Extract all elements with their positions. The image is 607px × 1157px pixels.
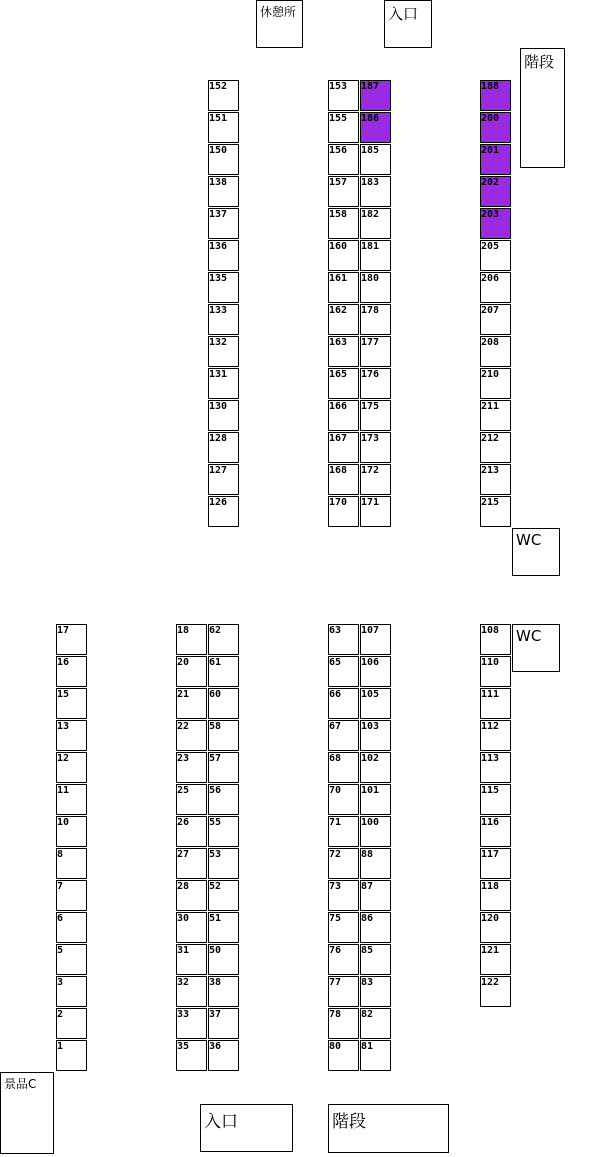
entrance-bottom bbox=[200, 1104, 293, 1152]
booth-number: 132 bbox=[209, 337, 228, 348]
entrance-bottom-label: 入口 bbox=[204, 1112, 238, 1132]
booth-number: 11 bbox=[57, 785, 70, 796]
booth[interactable] bbox=[328, 144, 359, 175]
booth[interactable] bbox=[208, 112, 239, 143]
booth[interactable] bbox=[56, 1040, 87, 1071]
booth-number: 36 bbox=[209, 1041, 222, 1052]
booth[interactable] bbox=[208, 240, 239, 271]
booth[interactable] bbox=[480, 336, 511, 367]
booth-number: 23 bbox=[177, 753, 190, 764]
booth[interactable] bbox=[208, 144, 239, 175]
booth-number: 116 bbox=[481, 817, 500, 828]
booth[interactable] bbox=[208, 624, 239, 655]
booth[interactable] bbox=[208, 304, 239, 335]
booth[interactable] bbox=[328, 912, 359, 943]
wc-upper bbox=[512, 528, 560, 576]
booth-number: 38 bbox=[209, 977, 222, 988]
booth[interactable] bbox=[176, 880, 207, 911]
booth[interactable] bbox=[360, 144, 391, 175]
booth[interactable] bbox=[56, 752, 87, 783]
booth[interactable] bbox=[208, 208, 239, 239]
booth[interactable] bbox=[360, 368, 391, 399]
booth[interactable] bbox=[208, 336, 239, 367]
booth-number: 57 bbox=[209, 753, 222, 764]
booth[interactable] bbox=[328, 432, 359, 463]
booth[interactable] bbox=[328, 336, 359, 367]
booth-number: 106 bbox=[361, 657, 380, 668]
booth-number: 56 bbox=[209, 785, 222, 796]
booth[interactable] bbox=[328, 112, 359, 143]
wc-upper-label: WC bbox=[516, 531, 542, 549]
booth[interactable] bbox=[328, 784, 359, 815]
booth[interactable] bbox=[480, 112, 511, 143]
rest-area-label: 休憩所 bbox=[260, 5, 297, 19]
booth[interactable] bbox=[360, 656, 391, 687]
booth[interactable] bbox=[360, 720, 391, 751]
wc-lower bbox=[512, 624, 560, 672]
prize-counter bbox=[0, 1072, 54, 1154]
wc-lower-label: WC bbox=[516, 627, 542, 645]
booth-number: 80 bbox=[329, 1041, 342, 1052]
booth-number: 51 bbox=[209, 913, 222, 924]
booth-number: 110 bbox=[481, 657, 500, 668]
booth[interactable] bbox=[360, 240, 391, 271]
booth-number: 31 bbox=[177, 945, 190, 956]
booth[interactable] bbox=[208, 784, 239, 815]
booth[interactable] bbox=[328, 624, 359, 655]
booth[interactable] bbox=[480, 944, 511, 975]
booth-number: 215 bbox=[481, 497, 500, 508]
booth-number: 63 bbox=[329, 625, 342, 636]
booth-number: 170 bbox=[329, 497, 348, 508]
booth-number: 117 bbox=[481, 849, 500, 860]
booth-number: 171 bbox=[361, 497, 380, 508]
booth-number: 167 bbox=[329, 433, 348, 444]
booth-number: 102 bbox=[361, 753, 380, 764]
booth-number: 100 bbox=[361, 817, 380, 828]
booth-number: 33 bbox=[177, 1009, 190, 1020]
booth-number: 103 bbox=[361, 721, 380, 732]
booth[interactable] bbox=[208, 272, 239, 303]
booth-number: 6 bbox=[57, 913, 64, 924]
booth-number: 25 bbox=[177, 785, 190, 796]
booth-number: 65 bbox=[329, 657, 342, 668]
booth[interactable] bbox=[328, 976, 359, 1007]
booth[interactable] bbox=[328, 944, 359, 975]
booth-number: 160 bbox=[329, 241, 348, 252]
booth[interactable] bbox=[208, 944, 239, 975]
booth[interactable] bbox=[208, 880, 239, 911]
booth[interactable] bbox=[360, 944, 391, 975]
booth-number: 172 bbox=[361, 465, 380, 476]
booth[interactable] bbox=[360, 816, 391, 847]
booth-number: 86 bbox=[361, 913, 374, 924]
booth[interactable] bbox=[328, 208, 359, 239]
booth[interactable] bbox=[176, 624, 207, 655]
booth-number: 28 bbox=[177, 881, 190, 892]
booth-number: 153 bbox=[329, 81, 348, 92]
booth[interactable] bbox=[176, 1008, 207, 1039]
booth-number: 37 bbox=[209, 1009, 222, 1020]
booth[interactable] bbox=[176, 688, 207, 719]
booth-number: 111 bbox=[481, 689, 500, 700]
booth[interactable] bbox=[328, 1008, 359, 1039]
booth[interactable] bbox=[328, 496, 359, 527]
booth-number: 118 bbox=[481, 881, 500, 892]
booth[interactable] bbox=[328, 688, 359, 719]
booth-number: 82 bbox=[361, 1009, 374, 1020]
booth[interactable] bbox=[480, 720, 511, 751]
booth-number: 128 bbox=[209, 433, 228, 444]
booth-number: 7 bbox=[57, 881, 64, 892]
booth[interactable] bbox=[480, 912, 511, 943]
booth[interactable] bbox=[328, 656, 359, 687]
booth-number: 66 bbox=[329, 689, 342, 700]
booth[interactable] bbox=[176, 720, 207, 751]
booth-number: 161 bbox=[329, 273, 348, 284]
booth-number: 188 bbox=[481, 81, 500, 92]
booth[interactable] bbox=[328, 816, 359, 847]
booth-number: 163 bbox=[329, 337, 348, 348]
booth[interactable] bbox=[360, 880, 391, 911]
booth[interactable] bbox=[480, 240, 511, 271]
booth[interactable] bbox=[176, 912, 207, 943]
booth-number: 52 bbox=[209, 881, 222, 892]
rest-area bbox=[256, 0, 303, 48]
booth[interactable] bbox=[360, 336, 391, 367]
booth[interactable] bbox=[176, 752, 207, 783]
booth-number: 152 bbox=[209, 81, 228, 92]
booth-number: 3 bbox=[57, 977, 64, 988]
booth[interactable] bbox=[480, 624, 511, 655]
booth[interactable] bbox=[56, 848, 87, 879]
booth[interactable] bbox=[480, 304, 511, 335]
booth-number: 168 bbox=[329, 465, 348, 476]
booth-number: 115 bbox=[481, 785, 500, 796]
booth[interactable] bbox=[56, 624, 87, 655]
booth-number: 27 bbox=[177, 849, 190, 860]
booth-number: 210 bbox=[481, 369, 500, 380]
booth[interactable] bbox=[56, 656, 87, 687]
booth-number: 10 bbox=[57, 817, 70, 828]
booth-number: 72 bbox=[329, 849, 342, 860]
booth-number: 75 bbox=[329, 913, 342, 924]
booth-number: 88 bbox=[361, 849, 374, 860]
booth-number: 81 bbox=[361, 1041, 374, 1052]
booth-number: 166 bbox=[329, 401, 348, 412]
booth[interactable] bbox=[480, 848, 511, 879]
booth[interactable] bbox=[480, 208, 511, 239]
booth[interactable] bbox=[360, 464, 391, 495]
booth[interactable] bbox=[176, 816, 207, 847]
booth[interactable] bbox=[208, 816, 239, 847]
booth[interactable] bbox=[208, 432, 239, 463]
booth[interactable] bbox=[56, 1008, 87, 1039]
booth-number: 121 bbox=[481, 945, 500, 956]
booth-number: 32 bbox=[177, 977, 190, 988]
booth-number: 35 bbox=[177, 1041, 190, 1052]
booth-number: 203 bbox=[481, 209, 500, 220]
booth-number: 76 bbox=[329, 945, 342, 956]
booth-number: 136 bbox=[209, 241, 228, 252]
booth-number: 133 bbox=[209, 305, 228, 316]
booth[interactable] bbox=[480, 976, 511, 1007]
booth-number: 150 bbox=[209, 145, 228, 156]
booth[interactable] bbox=[56, 816, 87, 847]
booth[interactable] bbox=[360, 688, 391, 719]
entrance-top-label: 入口 bbox=[388, 5, 419, 23]
booth-number: 175 bbox=[361, 401, 380, 412]
booth-number: 162 bbox=[329, 305, 348, 316]
booth[interactable] bbox=[360, 432, 391, 463]
booth-number: 85 bbox=[361, 945, 374, 956]
stairs-bottom-label: 階段 bbox=[332, 1112, 366, 1132]
booth-number: 213 bbox=[481, 465, 500, 476]
booth-number: 87 bbox=[361, 881, 374, 892]
booth[interactable] bbox=[208, 720, 239, 751]
booth-number: 185 bbox=[361, 145, 380, 156]
booth[interactable] bbox=[360, 1040, 391, 1071]
booth-number: 73 bbox=[329, 881, 342, 892]
booth[interactable] bbox=[360, 1008, 391, 1039]
booth[interactable] bbox=[360, 848, 391, 879]
stairs-top-label: 階段 bbox=[524, 53, 555, 71]
booth[interactable] bbox=[176, 976, 207, 1007]
booth-number: 26 bbox=[177, 817, 190, 828]
booth[interactable] bbox=[360, 976, 391, 1007]
booth-number: 105 bbox=[361, 689, 380, 700]
booth[interactable] bbox=[480, 144, 511, 175]
booth[interactable] bbox=[360, 304, 391, 335]
booth[interactable] bbox=[328, 400, 359, 431]
booth[interactable] bbox=[176, 944, 207, 975]
booth-number: 50 bbox=[209, 945, 222, 956]
booth[interactable] bbox=[328, 720, 359, 751]
booth-number: 67 bbox=[329, 721, 342, 732]
booth-number: 177 bbox=[361, 337, 380, 348]
booth[interactable] bbox=[480, 368, 511, 399]
booth-number: 137 bbox=[209, 209, 228, 220]
booth-number: 207 bbox=[481, 305, 500, 316]
booth-number: 60 bbox=[209, 689, 222, 700]
booth-number: 18 bbox=[177, 625, 190, 636]
booth-number: 181 bbox=[361, 241, 380, 252]
booth-number: 127 bbox=[209, 465, 228, 476]
booth-number: 22 bbox=[177, 721, 190, 732]
entrance-top bbox=[384, 0, 432, 48]
booth-number: 173 bbox=[361, 433, 380, 444]
booth-number: 158 bbox=[329, 209, 348, 220]
booth-number: 2 bbox=[57, 1009, 64, 1020]
booth-number: 156 bbox=[329, 145, 348, 156]
booth-number: 77 bbox=[329, 977, 342, 988]
booth[interactable] bbox=[480, 784, 511, 815]
booth-number: 21 bbox=[177, 689, 190, 700]
booth-number: 120 bbox=[481, 913, 500, 924]
booth-number: 112 bbox=[481, 721, 500, 732]
booth[interactable] bbox=[208, 400, 239, 431]
booth-number: 157 bbox=[329, 177, 348, 188]
booth-number: 71 bbox=[329, 817, 342, 828]
booth[interactable] bbox=[480, 688, 511, 719]
booth[interactable] bbox=[328, 848, 359, 879]
booth-number: 20 bbox=[177, 657, 190, 668]
booth-number: 176 bbox=[361, 369, 380, 380]
booth-number: 122 bbox=[481, 977, 500, 988]
stairs-top bbox=[520, 48, 565, 168]
booth-number: 138 bbox=[209, 177, 228, 188]
booth-number: 30 bbox=[177, 913, 190, 924]
booth[interactable] bbox=[56, 944, 87, 975]
booth-number: 17 bbox=[57, 625, 70, 636]
booth-number: 53 bbox=[209, 849, 222, 860]
booth[interactable] bbox=[208, 176, 239, 207]
booth-number: 186 bbox=[361, 113, 380, 124]
booth[interactable] bbox=[56, 976, 87, 1007]
booth-number: 202 bbox=[481, 177, 500, 188]
booth[interactable] bbox=[56, 912, 87, 943]
booth-number: 5 bbox=[57, 945, 64, 956]
booth[interactable] bbox=[208, 752, 239, 783]
booth[interactable] bbox=[480, 176, 511, 207]
prize-counter-label: 景品C bbox=[4, 1077, 37, 1091]
booth[interactable] bbox=[208, 976, 239, 1007]
booth[interactable] bbox=[328, 176, 359, 207]
booth-number: 165 bbox=[329, 369, 348, 380]
booth-number: 206 bbox=[481, 273, 500, 284]
booth[interactable] bbox=[360, 80, 391, 111]
booth[interactable] bbox=[480, 496, 511, 527]
booth-number: 101 bbox=[361, 785, 380, 796]
booth[interactable] bbox=[360, 496, 391, 527]
booth[interactable] bbox=[480, 752, 511, 783]
booth-number: 8 bbox=[57, 849, 64, 860]
booth[interactable] bbox=[360, 400, 391, 431]
booth-number: 61 bbox=[209, 657, 222, 668]
stairs-bottom bbox=[328, 1104, 449, 1153]
booth-number: 178 bbox=[361, 305, 380, 316]
booth[interactable] bbox=[480, 432, 511, 463]
booth[interactable] bbox=[360, 176, 391, 207]
booth-number: 1 bbox=[57, 1041, 64, 1052]
booth[interactable] bbox=[208, 688, 239, 719]
booth-number: 126 bbox=[209, 497, 228, 508]
booth-number: 187 bbox=[361, 81, 380, 92]
booth-number: 183 bbox=[361, 177, 380, 188]
booth-number: 12 bbox=[57, 753, 70, 764]
booth-number: 208 bbox=[481, 337, 500, 348]
booth[interactable] bbox=[176, 656, 207, 687]
booth[interactable] bbox=[360, 752, 391, 783]
booth-number: 62 bbox=[209, 625, 222, 636]
booth[interactable] bbox=[360, 208, 391, 239]
booth-number: 131 bbox=[209, 369, 228, 380]
booth[interactable] bbox=[56, 688, 87, 719]
booth-number: 16 bbox=[57, 657, 70, 668]
booth[interactable] bbox=[480, 816, 511, 847]
booth[interactable] bbox=[328, 80, 359, 111]
booth[interactable] bbox=[328, 304, 359, 335]
booth[interactable] bbox=[56, 784, 87, 815]
booth[interactable] bbox=[208, 80, 239, 111]
booth-number: 151 bbox=[209, 113, 228, 124]
booth-number: 58 bbox=[209, 721, 222, 732]
booth[interactable] bbox=[328, 464, 359, 495]
booth-number: 212 bbox=[481, 433, 500, 444]
booth-number: 78 bbox=[329, 1009, 342, 1020]
booth[interactable] bbox=[480, 464, 511, 495]
booth-number: 113 bbox=[481, 753, 500, 764]
booth[interactable] bbox=[360, 912, 391, 943]
booth[interactable] bbox=[328, 272, 359, 303]
booth[interactable] bbox=[208, 368, 239, 399]
booth[interactable] bbox=[208, 496, 239, 527]
booth[interactable] bbox=[360, 112, 391, 143]
booth-number: 155 bbox=[329, 113, 348, 124]
booth[interactable] bbox=[328, 368, 359, 399]
booth-number: 83 bbox=[361, 977, 374, 988]
booth-number: 13 bbox=[57, 721, 70, 732]
booth-number: 107 bbox=[361, 625, 380, 636]
booth[interactable] bbox=[328, 752, 359, 783]
booth[interactable] bbox=[176, 1040, 207, 1071]
booth-number: 15 bbox=[57, 689, 70, 700]
booth-number: 135 bbox=[209, 273, 228, 284]
booth[interactable] bbox=[56, 880, 87, 911]
booth-number: 68 bbox=[329, 753, 342, 764]
booth[interactable] bbox=[480, 272, 511, 303]
booth[interactable] bbox=[328, 1040, 359, 1071]
booth[interactable] bbox=[360, 272, 391, 303]
booth[interactable] bbox=[208, 656, 239, 687]
booth-number: 180 bbox=[361, 273, 380, 284]
booth[interactable] bbox=[208, 912, 239, 943]
booth[interactable] bbox=[480, 656, 511, 687]
booth[interactable] bbox=[480, 400, 511, 431]
booth-number: 108 bbox=[481, 625, 500, 636]
booth[interactable] bbox=[360, 624, 391, 655]
booth-number: 211 bbox=[481, 401, 500, 412]
booth[interactable] bbox=[208, 1008, 239, 1039]
booth[interactable] bbox=[208, 1040, 239, 1071]
booth[interactable] bbox=[328, 240, 359, 271]
booth[interactable] bbox=[208, 464, 239, 495]
booth[interactable] bbox=[176, 848, 207, 879]
booth-number: 70 bbox=[329, 785, 342, 796]
booth[interactable] bbox=[176, 784, 207, 815]
booth[interactable] bbox=[56, 720, 87, 751]
booth[interactable] bbox=[328, 880, 359, 911]
booth-number: 200 bbox=[481, 113, 500, 124]
booth-number: 182 bbox=[361, 209, 380, 220]
booth-number: 201 bbox=[481, 145, 500, 156]
booth[interactable] bbox=[360, 784, 391, 815]
booth[interactable] bbox=[480, 80, 511, 111]
booth-number: 55 bbox=[209, 817, 222, 828]
booth-number: 205 bbox=[481, 241, 500, 252]
booth-number: 130 bbox=[209, 401, 228, 412]
booth[interactable] bbox=[480, 880, 511, 911]
booth[interactable] bbox=[208, 848, 239, 879]
